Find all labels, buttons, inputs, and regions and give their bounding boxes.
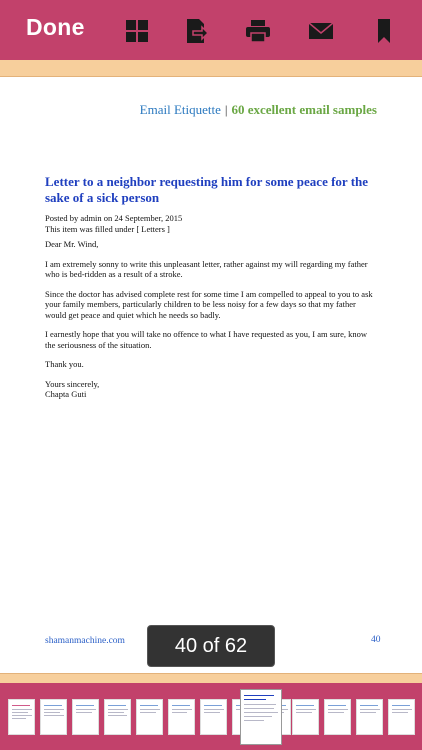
- paragraph-1: I am extremely sonny to write this unpleasant letter, rather against my will regarding my father who is bed-ridden as a result of a stroke.: [45, 258, 368, 279]
- print-icon[interactable]: [245, 18, 271, 44]
- current-page-thumbnail[interactable]: [240, 689, 282, 745]
- header-link[interactable]: Email Etiquette: [139, 102, 221, 117]
- page-indicator: 40 of 62: [147, 625, 275, 667]
- page-thumbnail[interactable]: [40, 699, 67, 735]
- page-thumbnail[interactable]: [388, 699, 415, 735]
- done-button[interactable]: Done: [26, 14, 85, 40]
- bookmark-icon[interactable]: [371, 18, 397, 44]
- export-icon[interactable]: [184, 18, 210, 44]
- header-separator: |: [224, 102, 228, 117]
- grid-icon[interactable]: [124, 18, 150, 44]
- letter-title: Letter to a neighbor requesting him for some peace for the sake of a sick person: [45, 174, 369, 205]
- top-band: [0, 60, 422, 77]
- page-thumbnail[interactable]: [356, 699, 383, 735]
- page-thumbnail[interactable]: [200, 699, 227, 735]
- footer-page-number: 40: [371, 635, 381, 645]
- top-toolbar: [0, 0, 422, 60]
- page-thumbnail[interactable]: [72, 699, 99, 735]
- page-thumbnail[interactable]: [8, 699, 35, 735]
- mail-icon[interactable]: [308, 18, 334, 44]
- page-header: [140, 102, 377, 118]
- page-thumbnail[interactable]: [136, 699, 163, 735]
- footer-site-link[interactable]: shamanmachine.com: [45, 636, 125, 646]
- posted-by: Posted by admin on 24 September, 2015: [45, 213, 183, 223]
- paragraph-2: Since the doctor has advised complete rest for some time I am compelled to appeal to you to ask your family members, particularly children to be less noisy for a few days so that my father would get peace and quiet which he needs so badly.: [45, 288, 373, 320]
- salutation: Dear Mr. Wind,: [45, 239, 99, 249]
- page-thumbnail[interactable]: [104, 699, 131, 735]
- page-thumbnail[interactable]: [324, 699, 351, 735]
- page-thumbnail[interactable]: [168, 699, 195, 735]
- page-thumbnail[interactable]: [292, 699, 319, 735]
- header-tagline: 60 excellent email samples: [231, 102, 377, 117]
- thanks-line: Thank you.: [45, 359, 84, 369]
- paragraph-3: I earnestly hope that you will take no offence to what I have requested as you, I am sure, know the seriousness of the situation.: [45, 329, 368, 350]
- post-meta: [45, 213, 182, 235]
- document-page[interactable]: [0, 77, 422, 673]
- filed-under: This item was filled under [ Letters ]: [45, 224, 170, 234]
- thumbnail-strip[interactable]: [0, 683, 422, 750]
- signature: Chapta Guti: [45, 389, 87, 399]
- letter-body: [45, 239, 375, 400]
- closing: Yours sincerely,: [45, 378, 100, 389]
